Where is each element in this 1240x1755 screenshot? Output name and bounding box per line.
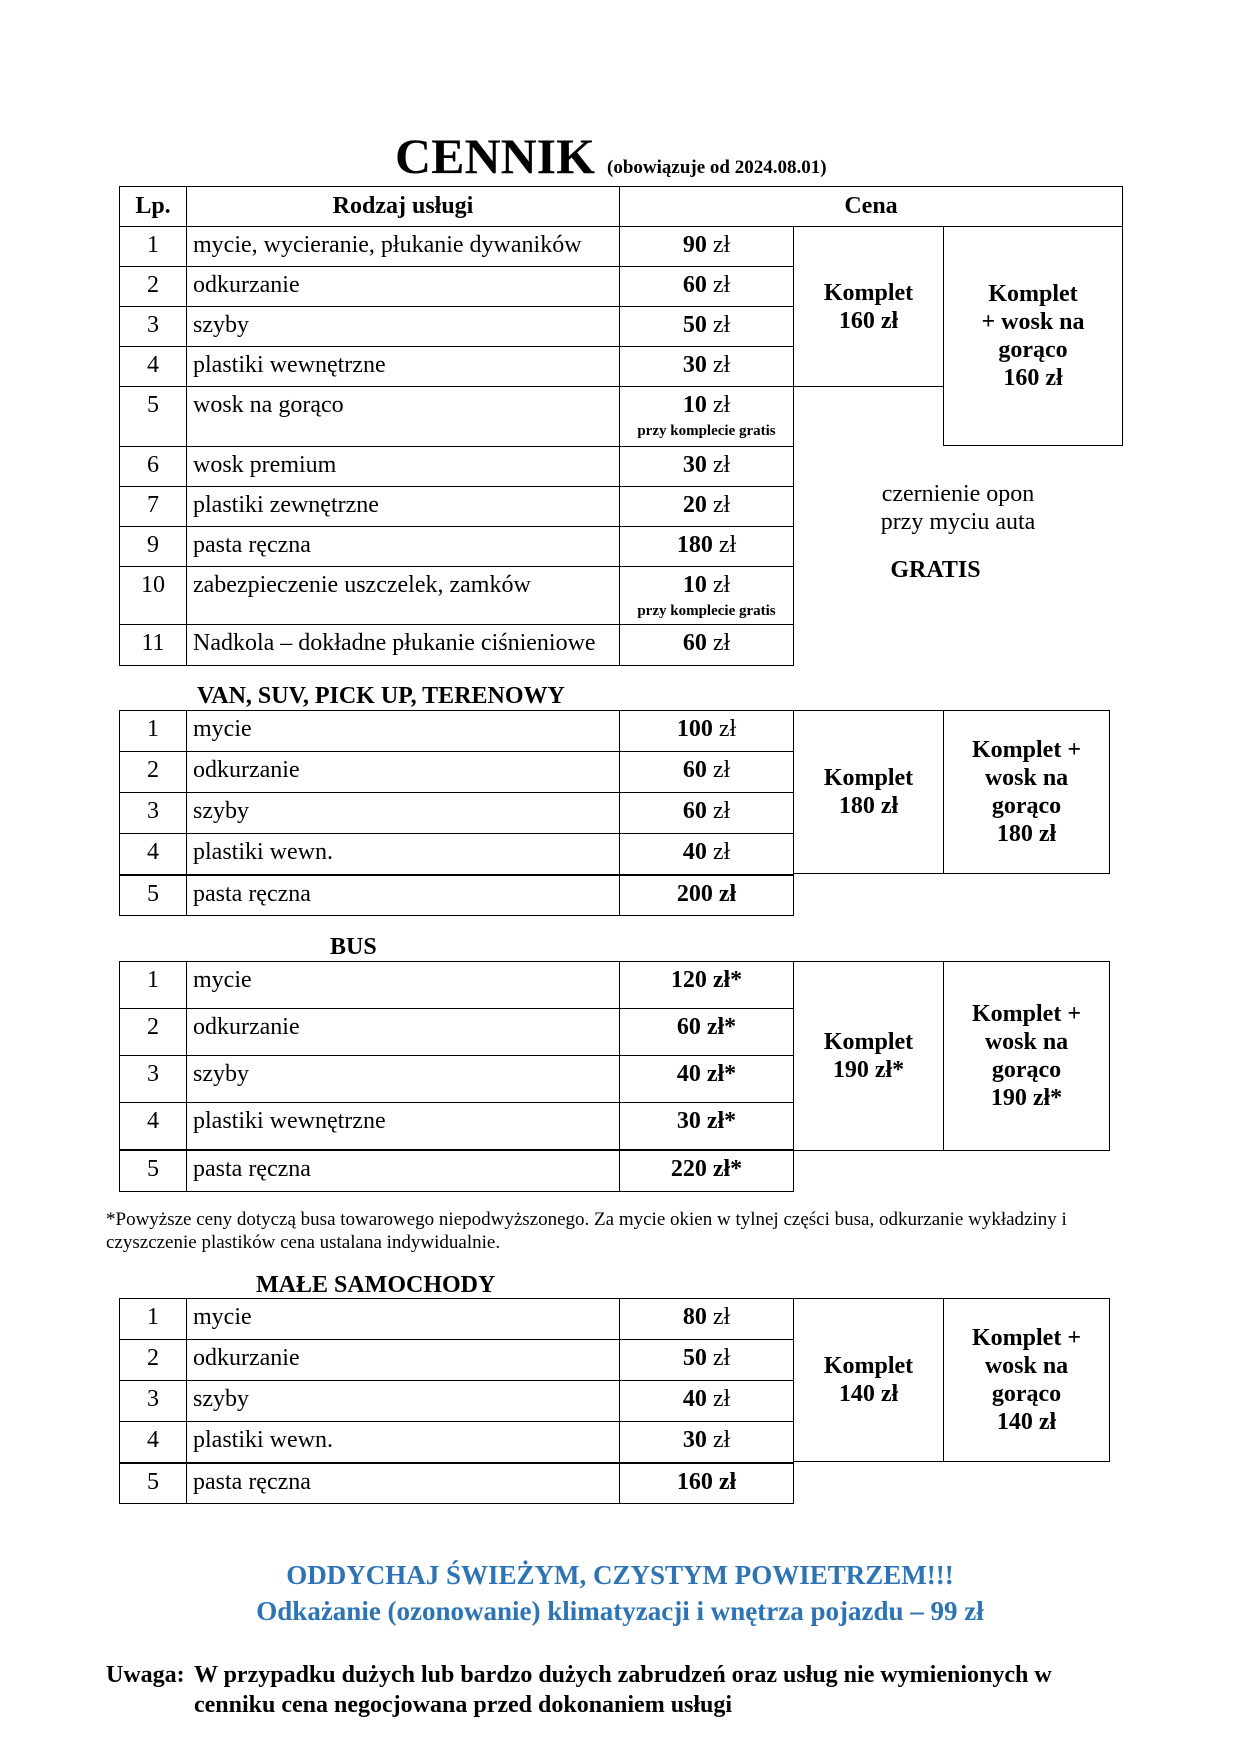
service-name-cell [186,446,620,487]
combo-price-box [793,226,944,387]
combo-label: gorąco [998,337,1068,363]
price-amount: 100 [676,716,713,742]
price-unit: zł [712,1386,731,1412]
price-note: przy komplecie gratis [637,423,776,439]
combo-price: 190 zł* [832,1057,905,1083]
promo-ozone-offer: Odkażanie (ozonowanie) klimatyzacji i wnętrza pojazdu – 99 zł [256,1596,984,1626]
gratis-label: GRATIS [890,557,981,583]
row-number-cell [119,266,187,307]
combo-label: Komplet [823,1353,914,1379]
row-number-cell [119,710,187,752]
service-name-cell [186,1055,620,1103]
row-number: 3 [147,798,159,824]
price-value [620,1427,793,1453]
service-name-cell [186,526,620,567]
row-number: 4 [147,1108,159,1134]
service-name: odkurzanie [193,272,300,298]
price-value [620,716,793,742]
price-cell [619,446,794,487]
row-number-cell [119,624,187,666]
row-number: 11 [141,630,165,656]
service-name: mycie, wycieranie, płukanie dywaników [193,232,582,258]
service-name-cell [186,226,620,267]
price-amount: 60 [682,757,707,783]
service-name: plastiki wewn. [193,1427,333,1453]
row-number: 6 [147,452,159,478]
service-name: mycie [193,967,252,993]
price-unit: zł [718,532,737,558]
price-unit: zł [712,272,731,298]
service-name-cell [186,874,620,916]
price-value [620,452,793,478]
price-amount: 180 [676,532,713,558]
service-name-cell [186,1462,620,1504]
row-number-cell [119,1008,187,1056]
price-value [620,232,793,258]
price-value [620,1386,793,1412]
service-name-cell [186,486,620,527]
price-unit: zł* [706,1014,737,1040]
row-number: 2 [147,1014,159,1040]
service-name-cell [186,710,620,752]
price-cell [619,1149,794,1192]
price-unit: zł* [706,1061,737,1087]
service-name-cell [186,346,620,387]
combo-label: Komplet + [972,1325,1081,1351]
row-number-cell [119,1149,187,1192]
service-name: odkurzanie [193,757,300,783]
row-number-cell [119,346,187,387]
row-number-cell [119,386,187,447]
price-amount: 60 [682,272,707,298]
price-unit: zł [712,757,731,783]
service-name-cell [186,792,620,834]
price-amount: 50 [682,312,707,338]
row-number-cell [119,1380,187,1422]
combo-price-box [793,710,944,874]
price-cell [619,751,794,793]
note-line: cenniku cena negocjowana przed dokonaniem usługi [194,1692,733,1718]
price-unit: zł [712,492,731,518]
row-number: 1 [147,1304,159,1330]
price-unit: zł* [706,1108,737,1134]
price-cell [619,1462,794,1504]
combo-price: 180 zł [838,793,899,819]
price-cell [619,792,794,834]
price-cell [619,624,794,666]
price-cell [619,1102,794,1150]
price-unit: zł [712,630,731,656]
row-number: 7 [147,492,159,518]
price-value [620,272,793,298]
service-name-cell [186,1149,620,1192]
free-note-line: przy myciu auta [880,509,1036,535]
price-amount: 40 [682,839,707,865]
row-number: 2 [147,757,159,783]
price-value [620,757,793,783]
price-amount: 20 [682,492,707,518]
promo-block [0,1557,1240,1629]
row-number-cell [119,1055,187,1103]
row-number-cell [119,1339,187,1381]
free-note-line: czernienie opon [881,481,1035,507]
price-unit: zł [712,352,731,378]
row-number-cell [119,1462,187,1504]
price-unit: zł [712,1345,731,1371]
combo-wax-price-box [943,710,1110,874]
price-value [620,392,793,418]
price-amount: 10 [682,392,707,418]
service-name: pasta ręczna [193,881,311,907]
price-value [620,352,793,378]
price-unit: zł [712,798,731,824]
bus-footnote: *Powyższe ceny dotyczą busa towarowego niepodwyższonego. Za mycie okien w tylnej części busa, odkurzanie wykładziny i czyszczenie plastików cena ustalana indywidualnie. [106,1209,1067,1253]
row-number-cell [119,526,187,567]
price-cell [619,874,794,916]
price-unit: zł* [712,967,743,993]
price-value [620,1345,793,1371]
price-cell [619,386,794,447]
service-name-cell [186,1421,620,1463]
service-name: szyby [193,312,249,338]
service-name: pasta ręczna [193,1469,311,1495]
row-number-cell [119,833,187,875]
service-name-cell [186,266,620,307]
row-number: 4 [147,352,159,378]
price-value [620,1156,793,1182]
service-name: pasta ręczna [193,532,311,558]
combo-label: wosk na [984,1353,1069,1379]
price-amount: 30 [682,352,707,378]
combo-wax-price-box [943,961,1110,1151]
price-cell [619,1339,794,1381]
price-amount: 30 [682,452,707,478]
service-name-cell [186,386,620,447]
service-name: zabezpieczenie uszczelek, zamków [193,572,531,598]
row-number: 1 [147,232,159,258]
combo-label: Komplet [988,281,1078,307]
header-lp: Lp. [119,186,187,227]
price-cell [619,226,794,267]
section-title-van: VAN, SUV, PICK UP, TERENOWY [197,683,565,709]
service-name-cell [186,961,620,1009]
price-amount: 30 [682,1427,707,1453]
title-main: CENNIK [395,128,596,184]
page-title [395,128,827,184]
price-amount: 30 [676,1108,701,1134]
combo-label: gorąco [991,793,1062,819]
row-number-cell [119,751,187,793]
service-name: odkurzanie [193,1345,300,1371]
tire-blackening-note [793,480,1123,584]
price-amount: 50 [682,1345,707,1371]
price-unit: zł [712,1427,731,1453]
price-amount: 200 zł [676,881,737,907]
price-cell [619,1008,794,1056]
service-name-cell [186,833,620,875]
price-amount: 80 [682,1304,707,1330]
row-number-cell [119,792,187,834]
price-unit: zł [712,452,731,478]
row-number-cell [119,446,187,487]
service-name-cell [186,1380,620,1422]
row-number: 2 [147,1345,159,1371]
price-amount: 60 [682,630,707,656]
service-name-cell [186,306,620,347]
price-value [620,1061,793,1087]
price-amount: 90 [682,232,707,258]
note-label: Uwaga: [106,1662,185,1688]
price-cell [619,486,794,527]
service-name-cell [186,751,620,793]
service-name: mycie [193,1304,252,1330]
row-number: 3 [147,1386,159,1412]
price-cell [619,1298,794,1340]
row-number-cell [119,874,187,916]
price-value [620,1304,793,1330]
service-name-cell [186,624,620,666]
price-amount: 40 [676,1061,701,1087]
combo-label: wosk na [984,1029,1069,1055]
row-number-cell [119,486,187,527]
service-name-cell [186,1008,620,1056]
price-unit: zł [712,232,731,258]
price-amount: 10 [682,572,707,598]
price-value [620,492,793,518]
service-name: szyby [193,1386,249,1412]
note-line: W przypadku dużych lub bardzo dużych zabrudzeń oraz usług nie wymienionych w [194,1662,1052,1688]
service-name: mycie [193,716,252,742]
service-name: szyby [193,1061,249,1087]
row-number-cell [119,566,187,625]
row-number: 1 [147,967,159,993]
row-number-cell [119,306,187,347]
combo-wax-price-box [943,1298,1110,1462]
service-name: szyby [193,798,249,824]
row-number: 3 [147,312,159,338]
price-cell [619,1055,794,1103]
service-name-cell [186,1298,620,1340]
price-cell [619,1380,794,1422]
price-value [620,967,793,993]
combo-price: 180 zł [996,821,1057,847]
price-cell [619,1421,794,1463]
combo-price: 140 zł [996,1409,1057,1435]
note-block [106,1660,1052,1720]
price-value [620,1108,793,1134]
combo-label: Komplet + [972,1001,1081,1027]
row-number-cell [119,961,187,1009]
service-name: odkurzanie [193,1014,300,1040]
price-cell [619,833,794,875]
row-number: 5 [147,1156,159,1182]
price-cell [619,266,794,307]
row-number-cell [119,1102,187,1150]
price-note: przy komplecie gratis [637,603,776,619]
price-unit: zł [712,392,731,418]
combo-price: 160 zł [1003,365,1063,391]
price-unit: zł [712,312,731,338]
section-title-bus: BUS [330,934,377,960]
combo-label: gorąco [991,1381,1062,1407]
service-name-cell [186,1339,620,1381]
combo-label: Komplet [823,765,914,791]
price-value [620,532,793,558]
service-name: plastiki wewnętrzne [193,1108,386,1134]
service-name: plastiki zewnętrzne [193,492,379,518]
price-unit: zł [718,716,737,742]
combo-price-box [793,1298,944,1462]
header-service: Rodzaj usługi [186,186,620,227]
price-amount: 220 zł* [670,1156,743,1182]
row-number: 10 [141,572,165,598]
price-unit: zł [712,839,731,865]
price-value [620,1014,793,1040]
price-value [620,798,793,824]
combo-label: Komplet [823,1029,914,1055]
row-number: 4 [147,1427,159,1453]
service-name: pasta ręczna [193,1156,311,1182]
combo-label: gorąco [991,1057,1062,1083]
price-cell [619,961,794,1009]
service-name-cell [186,566,620,625]
header-price: Cena [619,186,1123,227]
combo-label: Komplet [823,279,914,306]
price-value [620,839,793,865]
price-cell [619,306,794,347]
service-name: Nadkola – dokładne płukanie ciśnieniowe [193,630,596,656]
row-number: 5 [147,392,159,418]
row-number: 5 [147,1469,159,1495]
title-validity: (obowiązuje od 2024.08.01) [607,157,827,178]
row-number: 4 [147,839,159,865]
row-number: 2 [147,272,159,298]
price-value [620,881,793,907]
combo-wax-price-box [943,226,1123,446]
row-number-cell [119,226,187,267]
price-amount: 40 [682,1386,707,1412]
row-number-cell [119,1421,187,1463]
price-unit: zł [712,1304,731,1330]
service-name: plastiki wewnętrzne [193,352,386,378]
row-number-cell [119,1298,187,1340]
price-value [620,630,793,656]
row-number: 9 [147,532,159,558]
combo-label: wosk na [984,765,1069,791]
row-number: 3 [147,1061,159,1087]
row-number: 5 [147,881,159,907]
service-name: wosk premium [193,452,337,478]
service-name-cell [186,1102,620,1150]
price-amount: 120 [670,967,707,993]
combo-price-box [793,961,944,1151]
section-title-small-cars: MAŁE SAMOCHODY [256,1272,496,1298]
price-amount: 160 zł [676,1469,737,1495]
combo-price: 140 zł [838,1381,899,1407]
combo-price: 190 zł* [990,1085,1063,1111]
row-number: 1 [147,716,159,742]
service-name: wosk na gorąco [193,392,344,418]
price-amount: 60 [676,1014,701,1040]
price-value [620,312,793,338]
combo-price: 160 zł [838,307,899,334]
promo-headline: ODDYCHAJ ŚWIEŻYM, CZYSTYM POWIETRZEM!!! [286,1560,954,1590]
combo-label: + wosk na [981,309,1085,335]
service-name: plastiki wewn. [193,839,333,865]
price-unit: zł [712,572,731,598]
price-amount: 60 [682,798,707,824]
price-value [620,1469,793,1495]
price-cell [619,710,794,752]
combo-label: Komplet + [972,737,1081,763]
price-cell [619,346,794,387]
